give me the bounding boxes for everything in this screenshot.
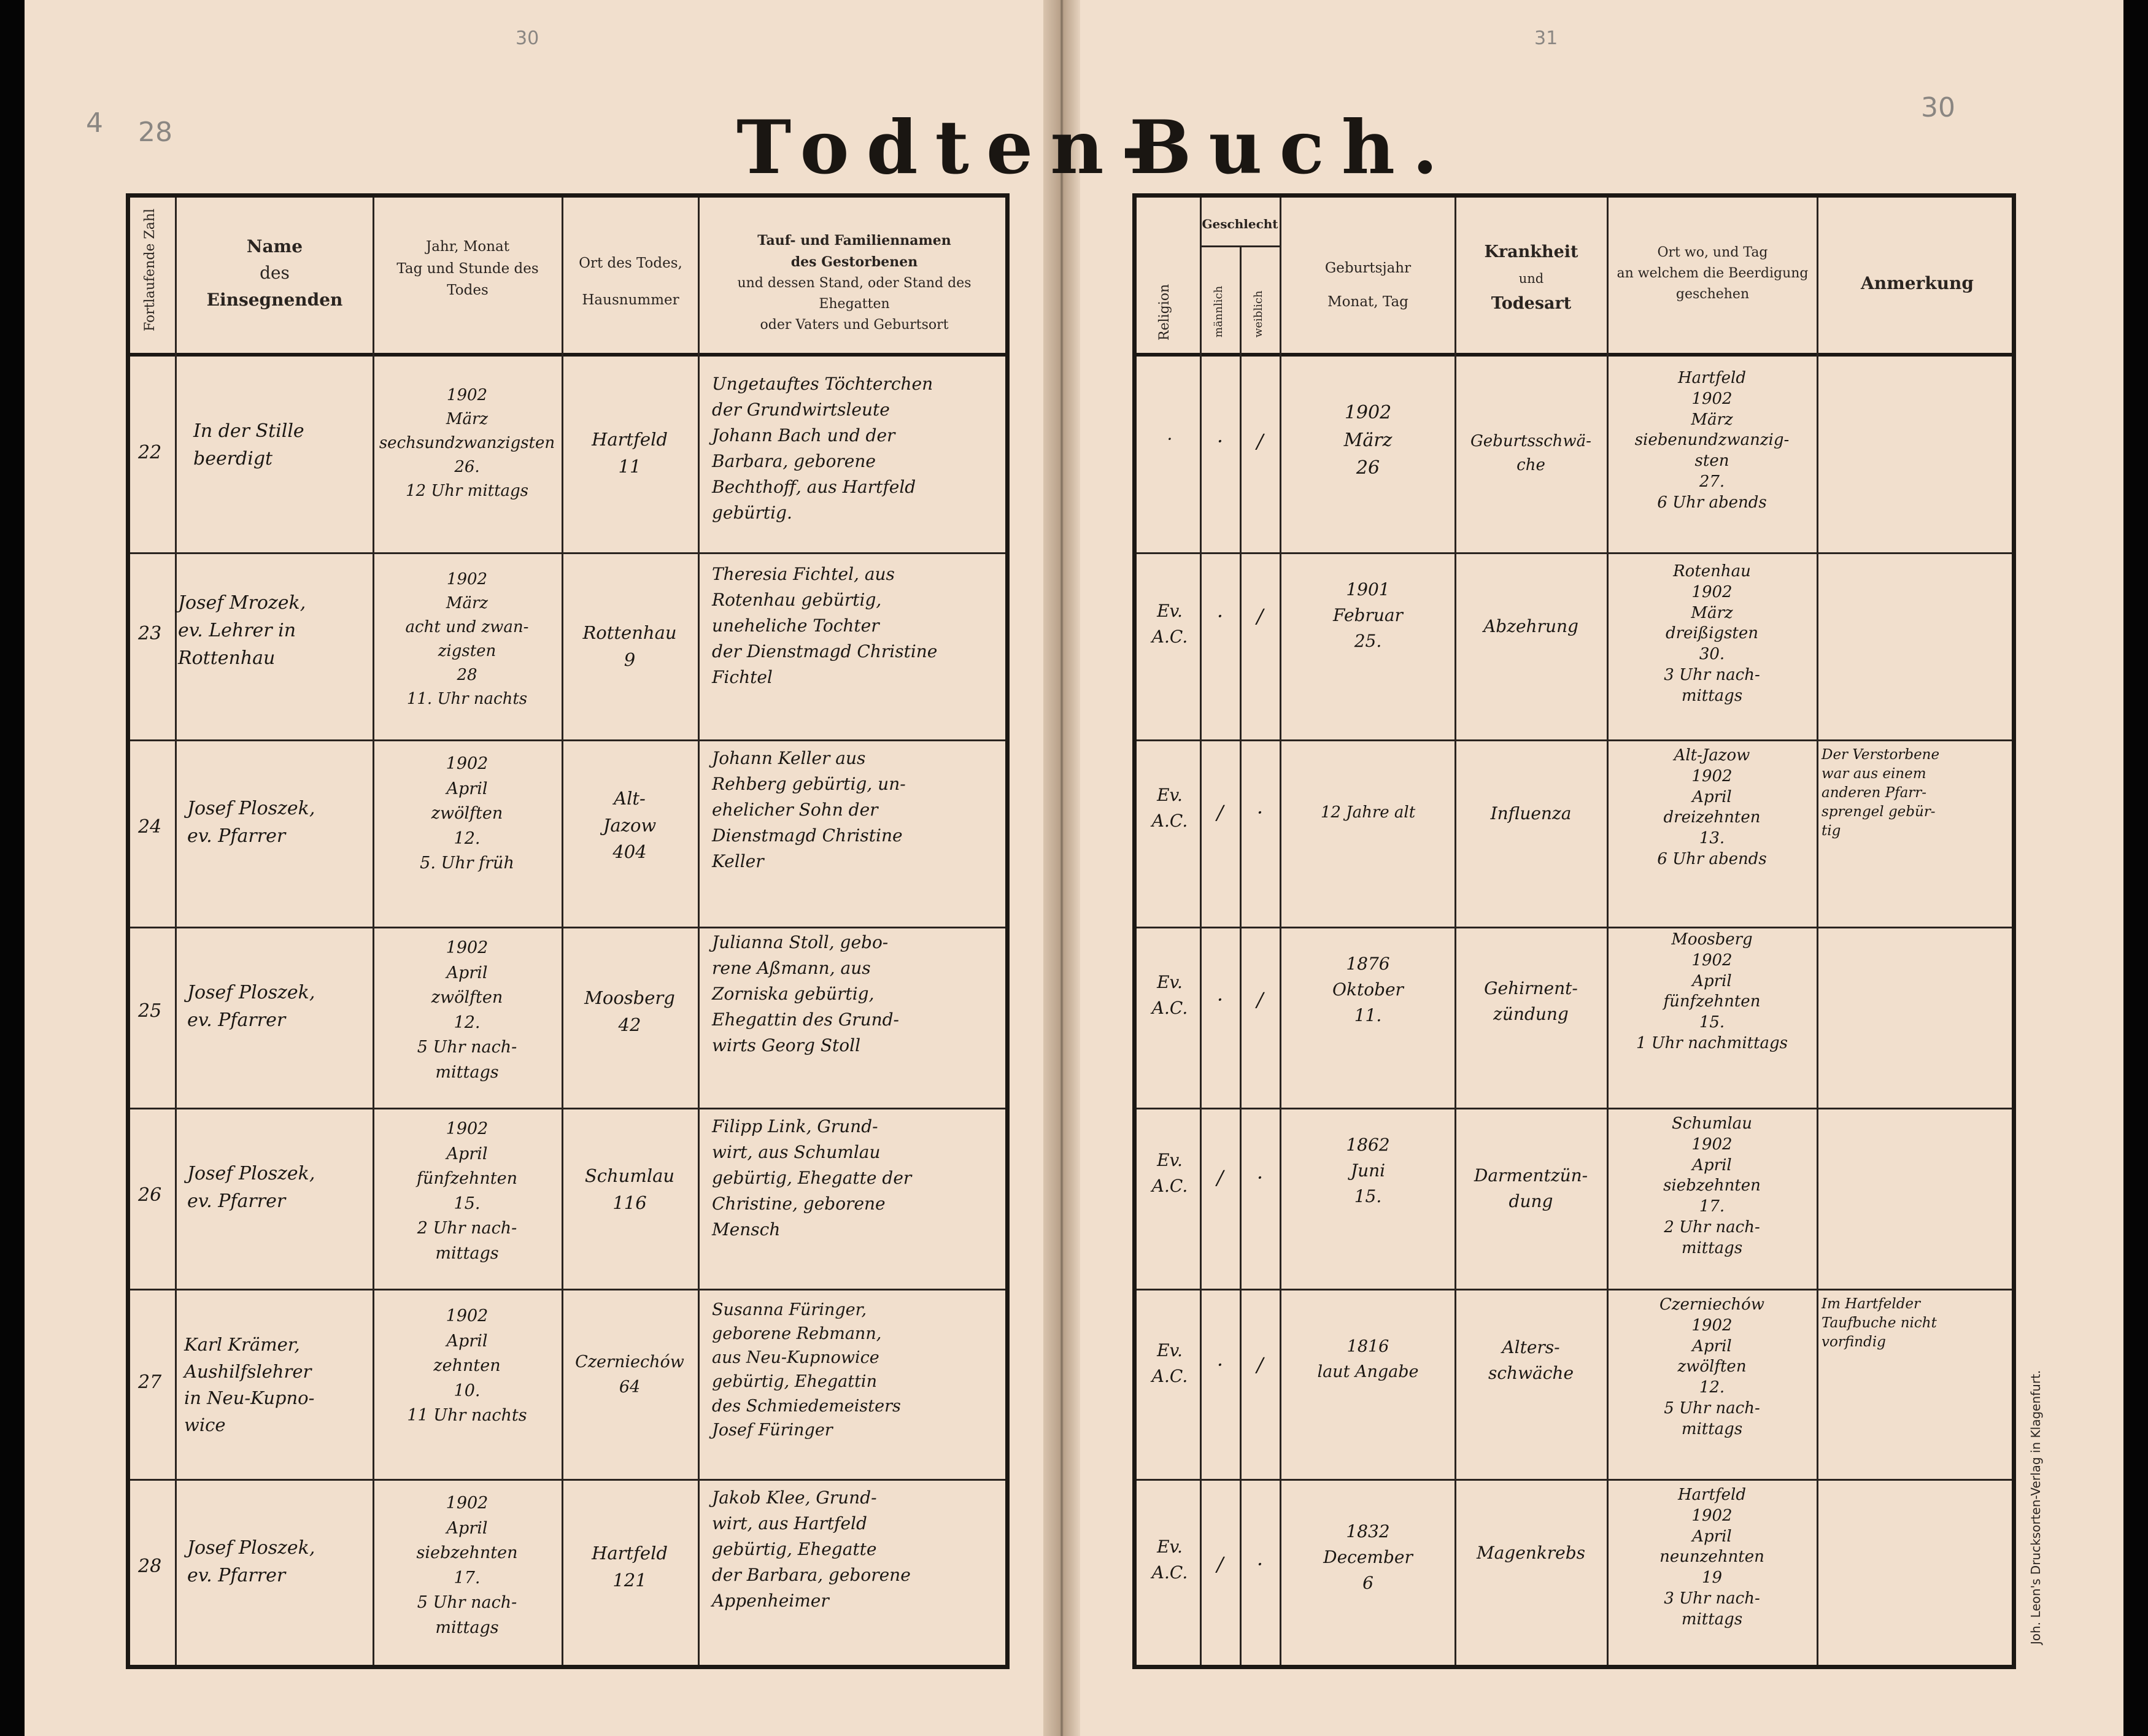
religion: · [1167, 429, 1173, 449]
pencil-mark: 30 [1921, 92, 1955, 123]
remark: Im Hartfelder Taufbuche nicht vorfindig [1822, 1296, 1937, 1351]
male-mark: · [1216, 430, 1224, 453]
death-place: Rottenhau 9 [582, 622, 677, 670]
burial: Hartfeld 1902 März siebenundzwanzig- sten 27. 6 Uhr abends [1634, 369, 1790, 512]
death-place: Czerniechów 64 [575, 1352, 684, 1397]
death-place: Hartfeld 121 [592, 1543, 668, 1591]
female-mark: / [1256, 1353, 1264, 1376]
title-left: Todten- [736, 104, 1169, 191]
entry-number: 25 [138, 1000, 162, 1022]
death-date: 1902 April fünfzehnten 15. 2 Uhr nach- mittags [417, 1119, 517, 1263]
death-place: Schumlau 116 [584, 1165, 675, 1213]
death-date: 1902 April siebzehnten 17. 5 Uhr nach- mittags [416, 1494, 518, 1637]
title-right: Buch. [1129, 104, 1455, 191]
death-date: 1902 März acht und zwan- zigsten 28 11. Uhr nachts [405, 570, 529, 708]
birth-date: 1816 laut Angabe [1317, 1337, 1419, 1381]
right-table-frame [1132, 193, 2016, 1669]
burial: Czerniechów 1902 April zwölften 12. 5 Uhr nach- mittags [1659, 1295, 1765, 1438]
pencil-mark: 31 [1534, 28, 1558, 49]
burial: Alt-Jazow 1902 April dreizehnten 13. 6 Uhr abends [1657, 746, 1767, 868]
death-date: 1902 April zwölften 12. 5 Uhr nach- mittags [417, 938, 517, 1082]
death-place: Alt- Jazow 404 [603, 788, 657, 862]
female-mark: · [1256, 1553, 1264, 1576]
officiant: Josef Ploszek, ev. Pfarrer [187, 982, 315, 1031]
officiant: Josef Ploszek, ev. Pfarrer [187, 1537, 315, 1586]
birth-date: 1862 Juni 15. [1346, 1135, 1390, 1206]
religion: Ev. A.C. [1151, 972, 1188, 1018]
officiant: In der Stille beerdigt [193, 420, 304, 469]
remark: Der Verstorbene war aus einem anderen Pfarr- sprengel gebür- tig [1822, 747, 1940, 839]
burial: Moosberg 1902 April fünfzehnten 15. 1 Uhr nachmittags [1636, 930, 1788, 1052]
burial: Hartfeld 1902 April neunzehnten 19 3 Uhr nach- mittags [1659, 1486, 1764, 1629]
religion: Ev. A.C. [1151, 785, 1188, 831]
illness: Gehirnent- zündung [1484, 978, 1578, 1024]
header-place: Ort des Todes, Hausnummer [579, 255, 682, 308]
deceased: Johann Keller aus Rehberg gebürtig, un- ehelicher Sohn der Dienstmagd Christine Keller [712, 748, 906, 871]
female-mark: / [1256, 430, 1264, 453]
illness: Influenza [1490, 803, 1572, 824]
religion: Ev. A.C. [1151, 1150, 1188, 1196]
illness: Geburtsschwä- che [1470, 432, 1591, 474]
birth-date: 1902 März 26 [1343, 402, 1393, 479]
death-date: 1902 April zwölften 12. 5. Uhr früh [420, 754, 514, 873]
illness: Abzehrung [1483, 616, 1578, 636]
deceased: Susanna Füringer, geborene Rebmann, aus Neu-Kupnowice gebürtig, Ehegattin des Schmiedemeisters Josef Füringer [712, 1300, 901, 1440]
death-place: Moosberg 42 [584, 987, 675, 1035]
entry-number: 28 [138, 1556, 162, 1577]
birth-date: 12 Jahre alt [1320, 803, 1416, 822]
religion: Ev. A.C. [1151, 1340, 1188, 1386]
entry-number: 27 [138, 1371, 162, 1393]
deceased: Theresia Fichtel, aus Rotenhau gebürtig, uneheliche Tochter der Dienstmagd Christine Fichtel [712, 564, 938, 687]
male-mark: / [1216, 801, 1224, 824]
female-mark: · [1256, 801, 1264, 824]
deceased: Jakob Klee, Grund- wirt, aus Hartfeld gebürtig, Ehegatte der Barbara, geborene Appenheimer [712, 1487, 911, 1611]
death-date: 1902 März sechsundzwanzigsten 26. 12 Uhr mittags [379, 386, 555, 500]
header-nr: Fortlaufende Zahl [142, 208, 158, 331]
deceased: Julianna Stoll, gebo- rene Aßmann, aus Zorniska gebürtig, Ehegattin des Grund- wirts Georg Stoll [712, 932, 900, 1055]
officiant: Josef Ploszek, ev. Pfarrer [187, 1163, 315, 1212]
burial: Schumlau 1902 April siebzehnten 17. 2 Uhr nach- mittags [1663, 1114, 1761, 1257]
book-gutter [1043, 0, 1080, 1736]
pencil-mark: 4 [86, 107, 103, 139]
illness: Magenkrebs [1476, 1543, 1586, 1563]
male-mark: / [1216, 1553, 1224, 1576]
entry-number: 26 [138, 1184, 162, 1206]
header-religion: Religion [1157, 284, 1172, 341]
publisher-imprint: Joh. Leon's Drucksorten-Verlag in Klagenfurt. [2028, 1370, 2043, 1645]
death-date: 1902 April zehnten 10. 11 Uhr nachts [407, 1306, 527, 1425]
header-female: weiblich [1252, 290, 1265, 338]
header-remark: Anmerkung [1861, 273, 1974, 293]
male-mark: / [1216, 1166, 1224, 1189]
female-mark: / [1256, 604, 1264, 628]
male-mark: · [1216, 1353, 1224, 1376]
birth-date: 1901 Februar 25. [1333, 579, 1403, 651]
pencil-mark: 30 [516, 28, 539, 49]
entry-number: 23 [138, 623, 162, 644]
header-male: männlich [1212, 285, 1225, 338]
deceased: Filipp Link, Grund- wirt, aus Schumlau gebürtig, Ehegatte der Christine, geborene Mensch [712, 1116, 912, 1240]
female-mark: · [1256, 1166, 1264, 1189]
deceased: Ungetauftes Töchterchen der Grundwirtsleute Johann Bach und der Barbara, geborene Bechthoff, aus Hartfeld gebürtig. [712, 374, 933, 523]
death-place: Hartfeld 11 [592, 429, 668, 477]
birth-date: 1876 Oktober 11. [1332, 954, 1404, 1025]
header-dead: Tauf- und Familiennamen des Gestorbenen und dessen Stand, oder Stand des Ehegatten oder Vaters und Geburtsort [737, 233, 972, 333]
header-burial: Ort wo, und Tag an welchem die Beerdigung geschehen [1617, 245, 1809, 303]
officiant: Josef Ploszek, ev. Pfarrer [187, 798, 315, 847]
illness: Darmentzün- dung [1474, 1165, 1588, 1211]
header-birth: Geburtsjahr Monat, Tag [1324, 260, 1412, 311]
female-mark: / [1256, 988, 1264, 1011]
entry-number: 24 [138, 816, 162, 838]
header-date: Jahr, Monat Tag und Stunde des Todes [396, 239, 539, 299]
header-sex: Geschlecht [1202, 217, 1278, 231]
header-illness: Krankheit und Todesart [1484, 242, 1578, 313]
birth-date: 1832 December 6 [1323, 1521, 1413, 1593]
illness: Alters- schwäche [1488, 1337, 1574, 1383]
religion: Ev. A.C. [1151, 601, 1188, 647]
officiant: Karl Krämer, Aushilfslehrer in Neu-Kupno- wice [184, 1334, 315, 1435]
header-name: Name des Einsegnenden [206, 236, 343, 310]
burial: Rotenhau 1902 März dreißigsten 30. 3 Uhr nach- mittags [1664, 562, 1760, 705]
male-mark: · [1216, 988, 1224, 1011]
entry-number: 22 [138, 442, 162, 463]
religion: Ev. A.C. [1151, 1537, 1188, 1583]
pencil-mark: 28 [138, 117, 172, 148]
male-mark: · [1216, 604, 1224, 628]
officiant: Josef Mrozek, ev. Lehrer in Rottenhau [178, 592, 306, 669]
